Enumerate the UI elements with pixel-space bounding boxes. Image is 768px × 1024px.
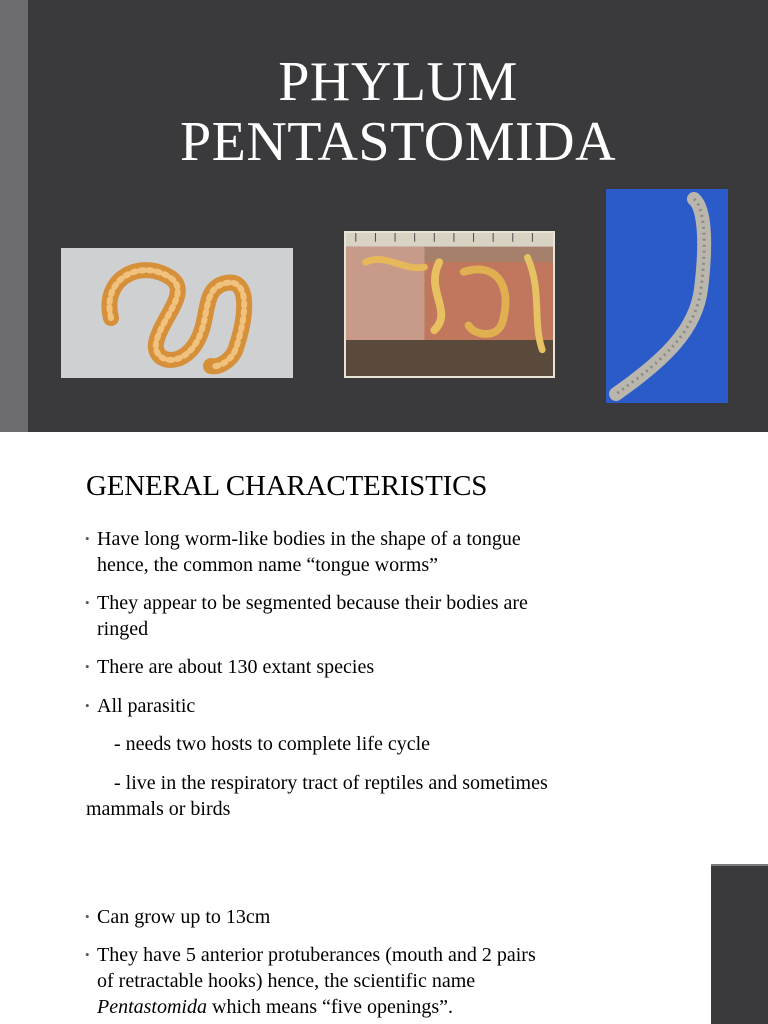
list-item: • Can grow up to 13cm [85, 906, 271, 928]
bullet-icon: • [85, 595, 90, 610]
slide-accent-bar [0, 0, 28, 432]
title-slide [0, 0, 768, 432]
coiled-worm-photo [61, 248, 293, 378]
list-item: - needs two hosts to complete life cycle [114, 733, 431, 755]
list-item: • They have 5 anterior protuberances (mouth and 2 pairs of retractable hooks) hence, the scientific name Pentastomida which means “five openings”. [85, 944, 536, 1018]
bullet-icon: • [85, 947, 90, 962]
bullet-icon: • [85, 659, 90, 674]
next-slide-edge-dark [711, 866, 768, 1024]
next-slide-edge [711, 432, 768, 865]
slide-heading: GENERAL CHARACTERISTICS [86, 470, 488, 502]
title-line-1: PHYLUM [278, 51, 518, 113]
list-item: • Have long worm-like bodies in the shape of a tongue hence, the common name “tongue worms” [85, 528, 521, 576]
list-item: • There are about 130 extant species [85, 656, 375, 678]
bullet-icon: • [85, 698, 90, 713]
list-item: - live in the respiratory tract of reptiles and sometimes mammals or birds [86, 772, 548, 820]
worms-in-tissue-photo [344, 231, 555, 378]
content-slide [0, 432, 711, 1024]
title-line-2: PENTASTOMIDA [179, 111, 617, 173]
scientific-name: Pentastomida [97, 996, 207, 1018]
list-item: • They appear to be segmented because their bodies are ringed [85, 592, 528, 640]
bullet-icon: • [85, 909, 90, 924]
slide-title [28, 52, 768, 172]
bullet-icon: • [85, 531, 90, 546]
elongated-worm-photo [606, 189, 728, 403]
list-item: • All parasitic [85, 695, 196, 717]
